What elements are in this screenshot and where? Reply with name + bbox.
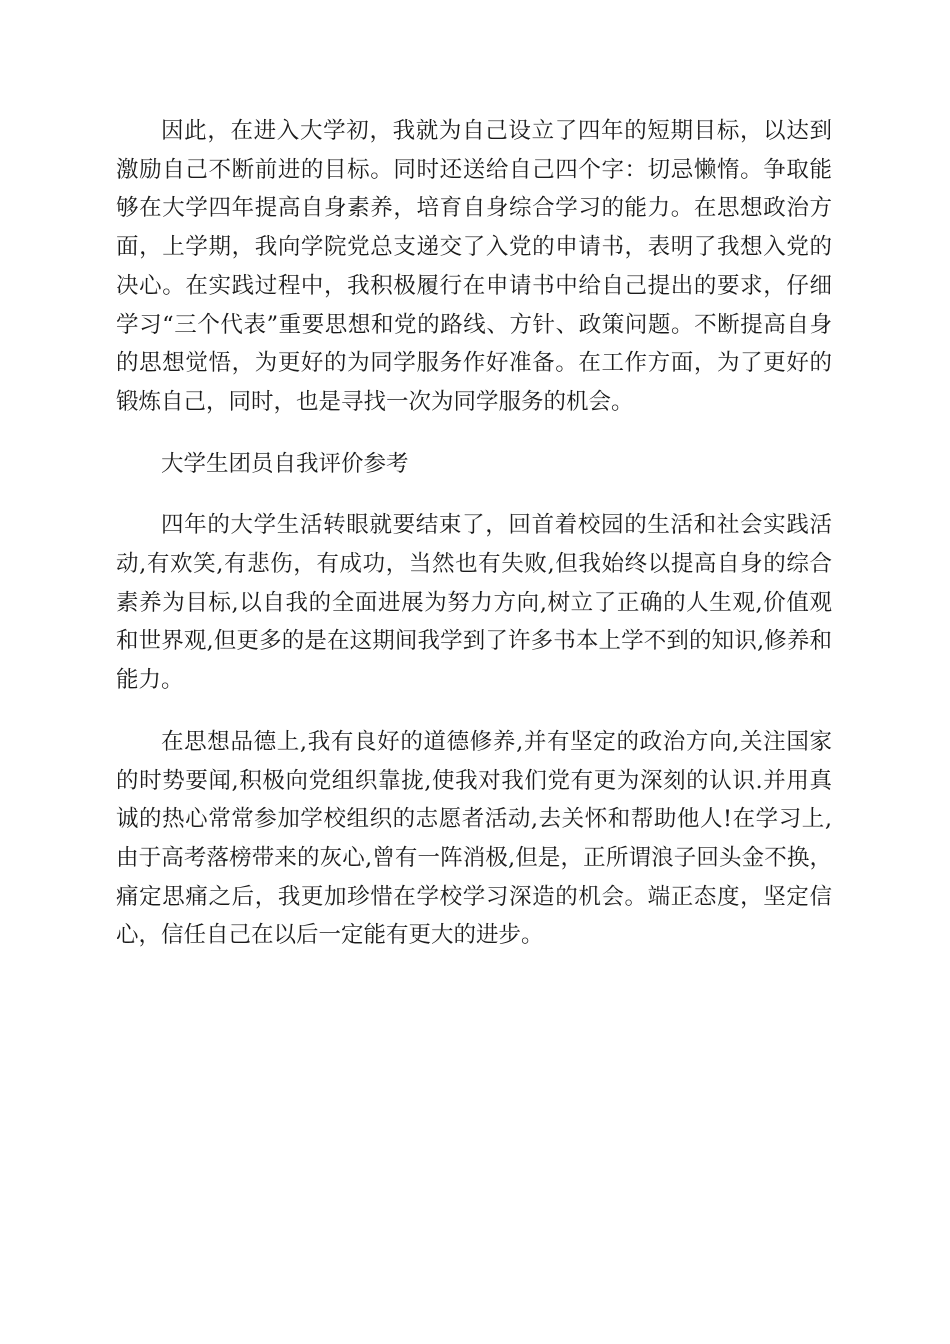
paragraph-university-life: 四年的大学生活转眼就要结束了，回首着校园的生活和社会实践活动,有欢笑,有悲伤，有成功，当然也有失败,但我始终以提高自身的综合素养为目标,以自我的全面进展为努力方向,树立了正确的人生观,价值观和世界观,但更多的是在这期间我学到了许多书本上学不到的知识,修养和能力。 [116, 512, 832, 694]
paragraph-moral-character: 在思想品德上,我有良好的道德修养,并有坚定的政治方向,关注国家的时势要闻,积极向党组织靠拢,使我对我们党有更为深刻的认识.并用真诚的热心常常参加学校组织的志愿者活动,去关怀和帮助他人!在学习上,由于高考落榜带来的灰心,曾有一阵消极,但是，正所谓浪子回头金不换，痛定思痛之后，我更加珍惜在学校学习深造的机会。端正态度，坚定信心，信任自己在以后一定能有更大的进步。 [116, 728, 832, 949]
document-body [116, 112, 832, 978]
section-heading: 大学生团员自我评价参考 [161, 450, 409, 477]
paragraph-goals: 因此，在进入大学初，我就为自己设立了四年的短期目标，以达到激励自己不断前进的目标。同时还送给自己四个字：切忌懒惰。争取能够在大学四年提高自身素养，培育自身综合学习的能力。在思想政治方面，上学期，我向学院党总支递交了入党的申请书，表明了我想入党的决心。在实践过程中，我积极履行在申请书中给自己提出的要求，仔细学习“三个代表”重要思想和党的路线、方针、政策问题。不断提高自身的思想觉悟，为更好的为同学服务作好准备。在工作方面，为了更好的锻炼自己，同时，也是寻找一次为同学服务的机会。 [116, 118, 832, 415]
